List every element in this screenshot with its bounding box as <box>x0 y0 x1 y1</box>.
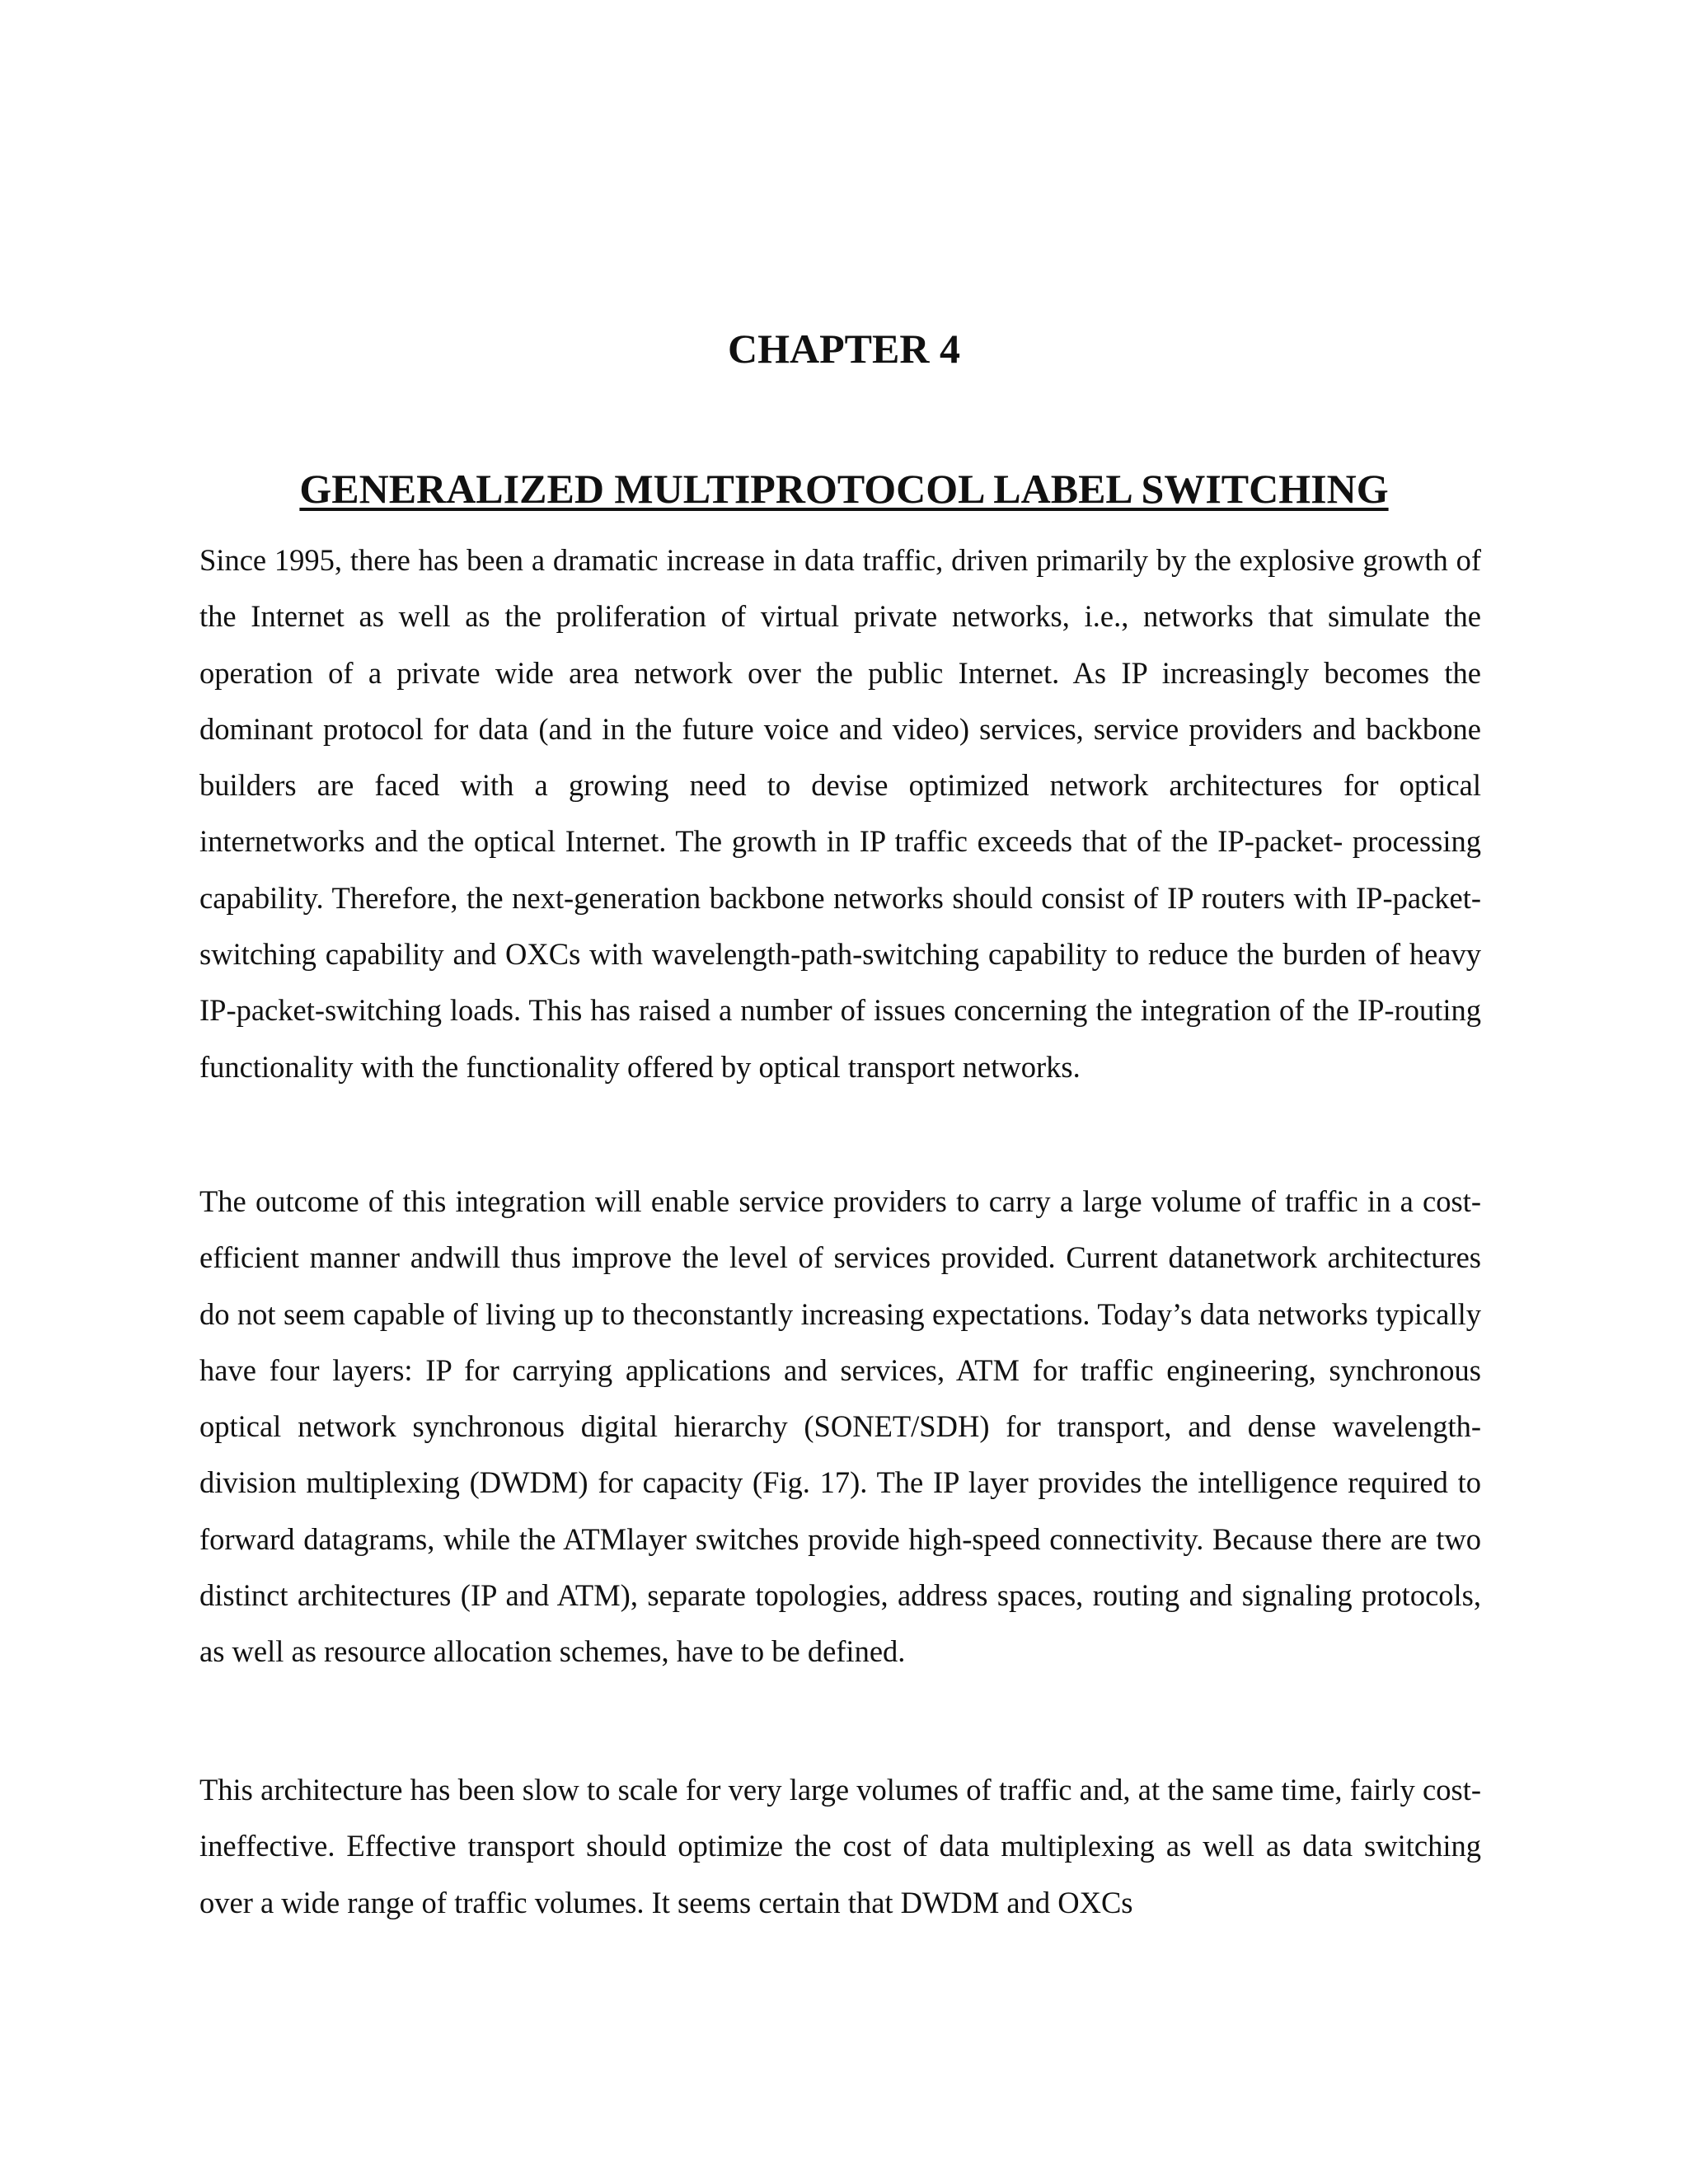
body-paragraph-1: Since 1995, there has been a dramatic increase in data traffic, driven primarily by the explosive growth of the Internet as well as the proliferation of virtual private networks, i.e., networks that simulate the operation of a private wide area network over the public Internet. As IP increasingly becomes the dominant protocol for data (and in the future voice and video) services, service providers and backbone builders are faced with a growing need to devise optimized network architectures for optical internetworks and the optical Internet. The growth in IP traffic exceeds that of the IP-packet- processing capability. Therefore, the next-generation backbone networks should consist of IP routers with IP-packet-switching capability and OXCs with wavelength-path-switching capability to reduce the burden of heavy IP-packet-switching loads. This has raised a number of issues concerning the integration of the IP-routing functionality with the functionality offered by optical transport networks. <box>199 543 1481 1084</box>
body-paragraph-3: This architecture has been slow to scale for very large volumes of traffic and, at the same time, fairly cost-ineffective. Effective transport should optimize the cost of data multiplexing as well as data switching over a wide range of traffic volumes. It seems certain that DWDM and OXCs <box>199 1773 1481 1919</box>
body-paragraph-2: The outcome of this integration will enable service providers to carry a large volume of traffic in a cost-efficient manner andwill thus improve the level of services provided. Current datanetwork architectures do not seem capable of living up to theconstantly increasing expectations. Today’s data networks typically have four layers: IP for carrying applications and services, ATM for traffic engineering, synchronous optical network synchronous digital hierarchy (SONET/SDH) for transport, and dense wavelength-division multiplexing (DWDM) for capacity (Fig. 17). The IP layer provides the intelligence required to forward datagrams, while the ATMlayer switches provide high-speed connectivity. Because there are two distinct architectures (IP and ATM), separate topologies, address spaces, routing and signaling protocols, as well as resource allocation schemes, have to be defined. <box>199 1184 1481 1669</box>
chapter-title: GENERALIZED MULTIPROTOCOL LABEL SWITCHING <box>299 466 1389 512</box>
chapter-number: CHAPTER 4 <box>728 326 960 372</box>
